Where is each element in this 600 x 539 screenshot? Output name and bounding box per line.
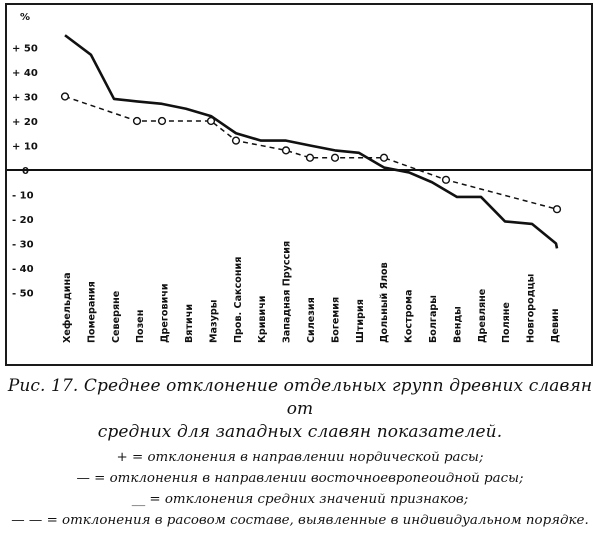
category-label: Западная Пруссия (281, 240, 293, 343)
category-label: Вятичи (184, 303, 195, 343)
series-mean-values-line (65, 35, 557, 248)
y-tick-label: + 10 (12, 141, 38, 153)
series-individual-point (208, 118, 215, 125)
category-label: Северяне (110, 290, 122, 343)
y-tick-label: 0 (22, 166, 29, 177)
category-label: Дольный Ялов (379, 262, 391, 343)
legend-mean-values: __ = отклонения средних значений признаков; (131, 492, 469, 507)
category-label: Болгары (428, 295, 439, 343)
category-label: Силезия (306, 297, 317, 343)
series-individual-point (283, 147, 290, 154)
category-label: Богемия (330, 296, 342, 343)
series-individual-point (134, 118, 141, 125)
category-label: Поляне (501, 302, 513, 343)
category-label: Древляне (476, 288, 488, 343)
y-tick-label: - 50 (12, 288, 34, 300)
category-label: Дреговичи (159, 283, 171, 343)
category-label: Кострома (403, 289, 415, 343)
caption-line-1: Рис. 17. Среднее отклонение отдельных групп древних славян от (7, 376, 593, 419)
series-individual-point (554, 206, 561, 213)
category-label: Померания (86, 281, 98, 343)
category-label: Венды (452, 306, 464, 343)
legend-individual: — — = отклонения в расовом составе, выявленные в индивидуальном порядке. (11, 513, 589, 528)
category-label: Девин (550, 308, 561, 343)
y-tick-label: - 10 (12, 190, 34, 202)
series-individual-point (233, 137, 240, 144)
category-label: Новгородцы (525, 273, 537, 343)
series-individual-point (443, 176, 450, 183)
category-label: Штирия (354, 299, 366, 343)
category-label: Мазуры (208, 299, 220, 343)
legend-nordic: + = отклонения в направлении нордической расы; (116, 450, 484, 465)
y-tick-label: - 40 (12, 264, 34, 275)
legend-east-european: — = отклонения в направлении восточноевропеоидной расы; (76, 471, 524, 486)
series-individual-point (332, 154, 339, 161)
series-individual-point (159, 118, 166, 125)
series-individual-line (65, 97, 557, 210)
category-label: Кривичи (257, 295, 269, 343)
y-tick-label: - 30 (12, 239, 34, 251)
y-tick-label: - 20 (12, 215, 34, 226)
category-label: Хефельдина (62, 272, 73, 343)
y-tick-label: + 30 (12, 92, 38, 104)
series-individual-point (307, 154, 314, 161)
series-individual-point (381, 154, 388, 161)
category-label: Позен (135, 309, 147, 343)
figure-caption (0, 375, 600, 444)
y-unit-label: % (20, 12, 31, 23)
y-tick-label: + 40 (12, 68, 38, 79)
caption-line-2: средних для западных славян показателей. (97, 422, 503, 442)
y-tick-label: + 20 (12, 117, 38, 128)
y-tick-label: + 50 (12, 43, 38, 55)
series-individual-point (62, 93, 69, 100)
category-label: Пров. Саксония (232, 256, 244, 343)
